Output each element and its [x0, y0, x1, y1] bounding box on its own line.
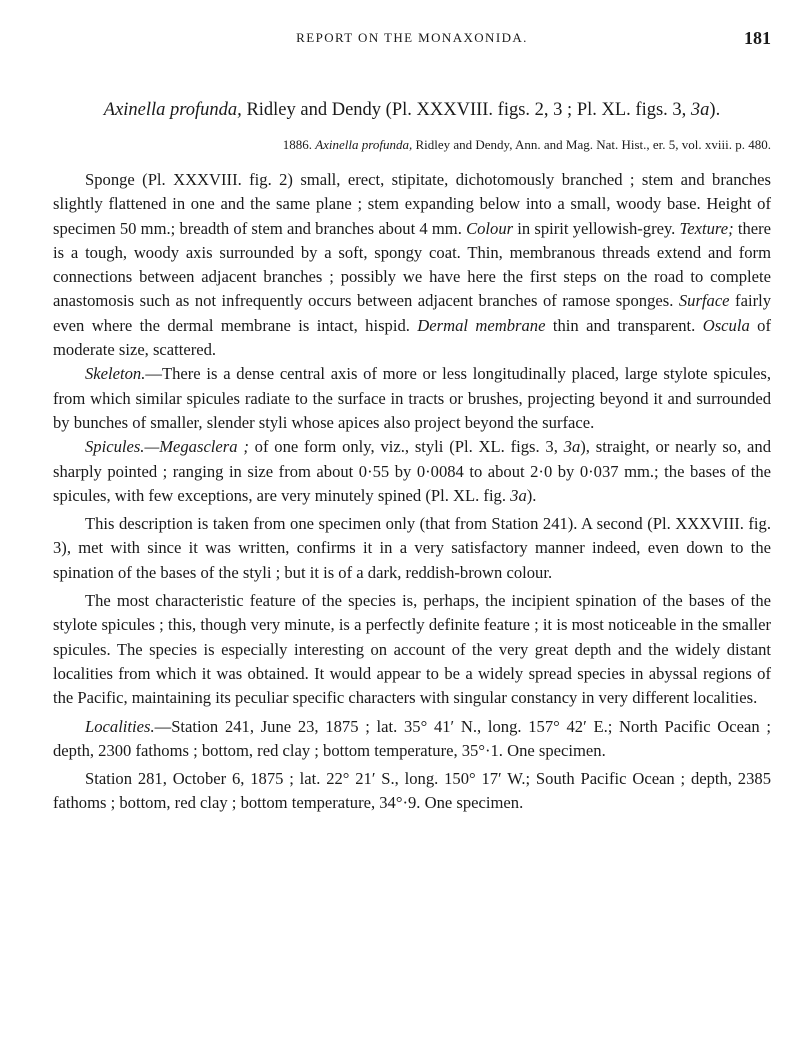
spicules-fig-ref-1: 3a	[563, 437, 581, 457]
localities-label: Localities.	[85, 716, 155, 736]
heading-authors: Ridley and Dendy (Pl. XXXVIII. figs. 2, 3 ; Pl. XL. figs. 3,	[241, 100, 691, 120]
texture-label: Texture;	[679, 218, 734, 238]
spicules-text-a: of one form only, viz., styli (Pl. XL. figs. 3,	[248, 437, 564, 457]
running-head	[53, 30, 771, 54]
localities-text: —Station 241, June 23, 1875 ; lat. 35° 41′ N., long. 157° 42′ E.; North Pacific Ocean ; depth, 2300 fathoms ; bottom, red clay ; bottom temperature, 35°·1. One specimen.	[53, 716, 771, 760]
paragraph-description	[53, 168, 771, 362]
spicules-fig-ref-2: 3a	[510, 485, 527, 505]
paragraph-skeleton	[53, 362, 771, 435]
citation-year: 1886.	[282, 137, 316, 152]
paragraph-spicules	[53, 435, 771, 508]
description-text-b: in spirit yellowish-grey.	[513, 218, 680, 238]
spicules-label: Spicules.—Megasclera ;	[85, 437, 249, 457]
description-text-f: of moderate size, scattered.	[53, 315, 771, 360]
description-text-d: fairly even where the dermal membrane is intact, hispid.	[53, 291, 771, 335]
surface-label: Surface	[678, 291, 730, 311]
citation-species: Axinella profunda,	[315, 137, 413, 152]
description-text-c: there is a tough, woody axis surrounded by a soft, spongy coat. Thin, membranous threads extend and form connections between adjacent branches ; possibly we have here the first steps on the road to complete anastomosis such as not infrequently occurs between adjacent branches of ramose sponges.	[53, 218, 771, 311]
description-text-e: thin and transparent.	[545, 315, 703, 335]
spicules-text-c: ).	[526, 485, 537, 505]
paragraph-station-281: Station 281, October 6, 1875 ; lat. 22° 21′ S., long. 150° 17′ W.; South Pacific Ocean ; depth, 2385 fathoms ; bottom, red clay ; bottom temperature, 34°·9. One specimen.	[53, 769, 771, 813]
page	[53, 30, 771, 816]
heading-tail: ).	[709, 100, 721, 120]
running-title: REPORT ON THE MONAXONIDA.	[296, 30, 528, 45]
species-heading	[53, 98, 771, 122]
colour-label: Colour	[466, 218, 514, 238]
skeleton-text: —There is a dense central axis of more or less longitudinally placed, large stylote spicules, from which similar spicules radiate to the surface in tracts or brushes, projecting beyond it and surrounded by bunches of smaller, slender styli whose apices also project beyond the surface.	[53, 364, 771, 432]
oscula-label: Oscula	[702, 315, 750, 335]
heading-fig-ref: 3a	[690, 100, 710, 120]
dermal-membrane-label: Dermal membrane	[417, 315, 546, 335]
page-number: 181	[744, 28, 771, 48]
species-name: Axinella profunda,	[103, 100, 242, 120]
citation	[53, 136, 771, 154]
paragraph-characteristic: The most characteristic feature of the species is, perhaps, the incipient spination of the bases of the stylote spicules ; this, though very minute, is a perfectly definite feature ; it is most noticeable in the smaller spicules. The species is especially interesting on account of the very great depth and the widely distant localities from which it was obtained. It would appear to be a widely spread species in abyssal regions of the Pacific, maintaining its peculiar specific characters with singular constancy in very different localities.	[53, 591, 771, 708]
skeleton-label: Skeleton.	[85, 364, 146, 384]
paragraph-localities	[53, 715, 771, 764]
citation-rest: Ridley and Dendy, Ann. and Mag. Nat. Hist., er. 5, vol. xviii. p. 480.	[412, 137, 771, 152]
body-text	[53, 168, 771, 816]
paragraph-specimen-note: This description is taken from one specimen only (that from Station 241). A second (Pl. XXXVIII. fig. 3), met with since it was written, confirms it in a very satisfactory manner indeed, even down to the spination of the bases of the styli ; but it is of a dark, reddish-brown colour.	[53, 514, 771, 582]
spicules-text-b: ), straight, or nearly so, and sharply pointed ; ranging in size from about 0·55 by 0·0084 to about 2·0 by 0·037 mm.; the bases of the spicules, with few exceptions, are very minutely spined (Pl. XL. fig.	[53, 437, 771, 505]
description-text-a: Sponge (Pl. XXXVIII. fig. 2) small, erect, stipitate, dichotomously branched ; stem and branches slightly flattened in one and the same plane ; stem expanding below into a small, woody base. Height of specimen 50 mm.; breadth of stem and branches about 4 mm.	[53, 170, 771, 238]
